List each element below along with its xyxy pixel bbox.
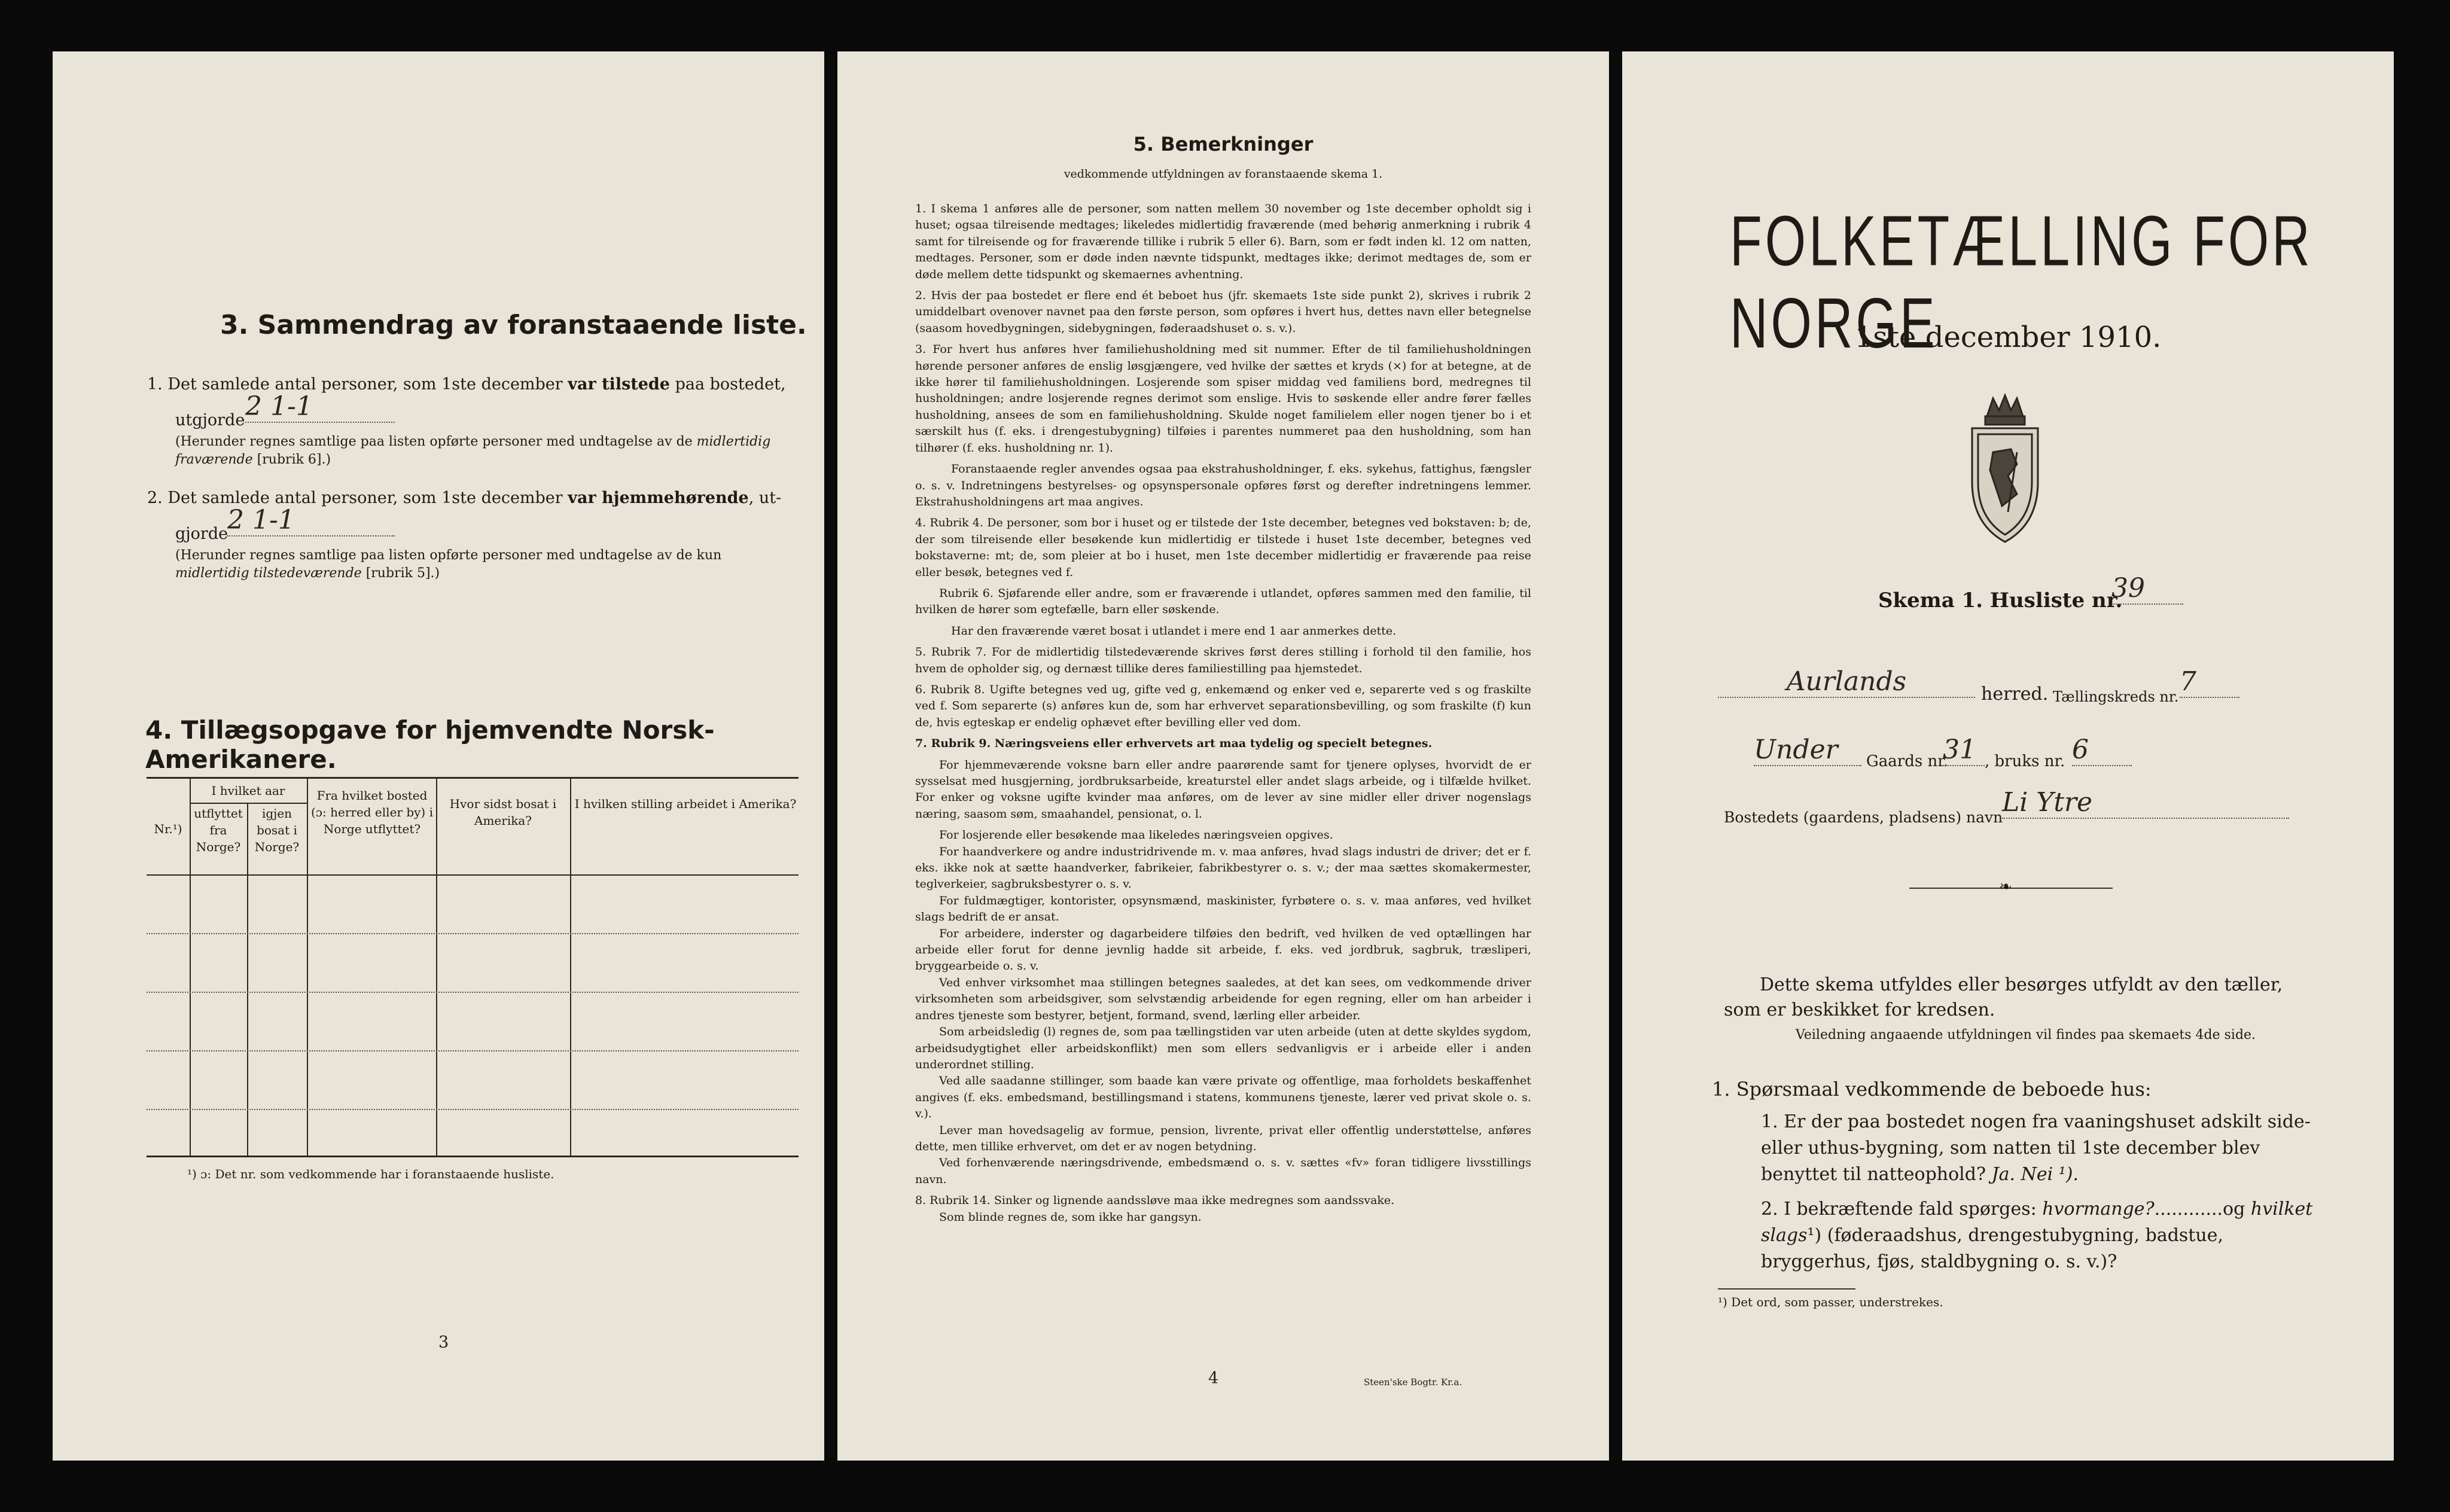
herred-label: herred. [1981,684,2049,705]
remark-1: 1. I skema 1 anføres alle de personer, som natten mellem 30 november og 1ste december opholdt sig i huset; ogsaa tilreisende medtages; likeledes midlertidig fraværende (med behørig anmerkning i rubrik 4 samt for tilreisende og for fraværende tillike i rubrik 5 eller 6). Barn, som er født inden kl. 12 om natten, medtages. Personer, som er døde inden nævnte tidspunkt, medtages ikke; derimot medtages de, som er døde mellem dette tidspunkt og skemaernes avhentning. [915,202,1531,281]
remarks-body [915,201,1531,1230]
remark-4b: Rubrik 6. Sjøfarende eller andre, som er fraværende i utlandet, opføres sammen med den familie, til hvilken de hører som egtefælle, barn eller søskende. [915,586,1531,617]
th-group: I hvilket aar [211,784,285,798]
section4-title: 4. Tillægsopgave for hjemvendte Norsk-Amerikanere. [145,715,715,774]
remark-7i: Ved alle saadanne stillinger, som baade kan være private og offentlige, maa forholdets beskaffenhet angives (f. eks. embedsmand, bestillingsmand i statens, kommunens tjeneste, lærer ved privat skole o. s. v.). [915,1074,1531,1121]
instruction-note: Veiledning angaaende utfyldningen vil findes paa skemaets 4de side. [1796,1028,2256,1042]
question-2: 2. I bekræftende fald spørges: hvormange?............og hvilket slags¹) (føderaadshus, drengestubygning, badstue, bryggerhus, fjøs, staldbygning o. s. v.)? [1761,1199,2313,1272]
remark-7d: For haandverkere og andre industridrivende m. v. maa anføres, hvad slags industri de driver; det er f. eks. ikke nok at sætte haandverker, fabrikeier, fabrikbestyrer o. s. v.; der maa sættes skomakermester, teglverkeier, sagbruksbestyrer o. s. v. [915,845,1531,891]
remark-6: 6. Rubrik 8. Ugifte betegnes ved ug, gifte ved g, enkemænd og enker ved e, separerte ved s og fraskilte ved f. Som separerte (s) anføres kun de, som har erhvervet separationsbevilling, og som fraskilte (f) kun de, hvis egteskap er endelig ophævet efter bevilling eller ved dom. [915,682,1531,729]
item2-note: (Herunder regnes samtlige paa listen opførte personer med undtagelse av de kun midlertidig tilstedeværende [rubrik 5].) [175,548,722,581]
schema-label: Skema 1. Husliste nr. [1878,589,2123,612]
kreds-label: Tællingskreds nr. [2053,688,2179,705]
section3-title: 3. Sammendrag av foranstaaende liste. [220,310,807,340]
item2-handwritten-value: 2 1-1 [227,505,395,536]
th-nr: Nr.¹) [154,822,182,836]
item1-note: (Herunder regnes samtlige paa listen opførte personer med undtagelse av de midlertidig fraværende [rubrik 6].) [175,434,771,467]
gaards-label: Gaards nr. [1866,752,1949,770]
bosted-label: Bostedets (gaardens, pladsens) navn [1724,809,2003,826]
item1-utgjorde-label: utgjorde [175,411,245,429]
husliste-nr-value: 39 [2111,573,2183,605]
remark-4c: Har den fraværende været bosat i utlandet i mere end 1 aar anmerkes dette. [951,624,1397,638]
remark-5: 5. Rubrik 7. For de midlertidig tilstedeværende skrives først deres stilling i forhold til den familie, hos hvem de opholder sig, og dernæst tillike deres familiestilling paa hjemstedet. [915,645,1531,675]
instruction-text: Dette skema utfyldes eller besørges utfyldt av den tæller, som er beskikket for kredsen. [1724,974,2283,1020]
bruks-label: , bruks nr. [1985,752,2065,770]
th-igjen-bosat: igjen bosat i Norge? [254,806,300,854]
remark-2: 2. Hvis der paa bostedet er flere end ét beboet hus (jfr. skemaets 1ste side punkt 2), skrives i rubrik 2 umiddelbart ovenover navnet paa den første person, som opføres i hvert hus, dettes navn eller betegnelse (saasom hovedbygningen, sidebygningen, føderaadshuset o. s. v.). [915,289,1531,335]
summary-item-1: 1. Det samlede antal personer, som 1ste december var tilstede paa bostedet, [147,375,786,394]
under-value: Under [1754,734,1861,766]
th-fra-bosted: Fra hvilket bosted (ɔ: herred eller by) i Norge utflyttet? [311,788,433,836]
remark-7k: Ved forhenværende næringsdrivende, embedsmænd o. s. v. sættes «fv» foran tidligere livsstillings navn. [915,1156,1531,1186]
remarks-subtitle: vedkommende utfyldningen av foranstaaende skema 1. [1064,167,1383,181]
question-1: 1. Er der paa bostedet nogen fra vaaningshuset adskilt side- eller uthus-bygning, som natten til 1ste december blev benyttet til natteophold? Ja. Nei ¹). [1761,1111,2311,1185]
item2-utgjorde-label: gjorde [175,525,228,543]
ornament-icon: ❧ [1999,878,2012,896]
remark-4: 4. Rubrik 4. De personer, som bor i huset og er tilstede der 1ste december, betegnes ved bokstaven: b; de, der som tilreisende eller besøkende kun midlertidig er tilstede i huset 1ste december, betegnes ved bokstaverne: mt; de, som pleier at bo i huset, men 1ste december midlertidig er fraværende paa reise eller besøk, betegnes ved f. [915,516,1531,579]
census-title: FOLKETÆLLING FOR NORGE [1730,200,2313,363]
summary-item-2: 2. Det samlede antal personer, som 1ste december var hjemmehørende, ut- [147,489,782,507]
remark-7e: For fuldmægtiger, kontorister, opsynsmænd, maskinister, fyrbøtere o. s. v. maa anføres, ved hvilket slags bedrift de er ansat. [915,894,1531,924]
remark-7: 7. Rubrik 9. Næringsveiens eller erhvervets art maa tydelig og specielt betegnes. [915,737,1433,751]
remark-7g: Ved enhver virksomhet maa stillingen betegnes saaledes, at det kan sees, om vedkommende driver virksomheten som arbeidsgiver, som selvstændig arbeidende for egen regning, eller om han arbeider i andres tjeneste som bestyrer, betjent, formand, svend, lærling eller arbeider. [915,976,1531,1022]
remark-7j: Lever man hovedsagelig av formue, pension, livrente, privat eller offentlig understøttelse, anføres dette, men tillike erhvervet, om det er av nogen betydning. [915,1123,1531,1153]
page-left [53,51,824,1461]
th-utflyttet: utflyttet fra Norge? [194,806,243,854]
remark-8b: Som blinde regnes de, som ikke har gangsyn. [939,1210,1202,1224]
page-middle [837,51,1609,1461]
remark-7c: For losjerende eller besøkende maa likeledes næringsveien opgives. [939,828,1333,842]
printer-imprint: Steen'ske Bogtr. Kr.a. [1364,1377,1462,1388]
questions-heading: 1. Spørsmaal vedkommende de beboede hus: [1712,1078,2152,1101]
remark-3: 3. For hvert hus anføres hver familiehusholdning med sit nummer. Efter de til familiehusholdningen hørende personer anføres de enslig løsgjængere, ved hvilke der sættes et kryds (×) for at betegne, at de ikke hører til familiehusholdningen. Losjerende som spiser middag ved familiens bord, medregnes til husholdningen; andre losjerende regnes derimot som enslige. Hvis to søskende eller andre fører fælles husholdning, ansees de som en familiehusholdning. Skulde noget familielem eller nogen tjener bo i et særskilt hus (f. eks. i drengestubygning) tilføies i parentes nummeret paa den husholdning, som han tilhører (f. eks. husholdning nr. 1). [915,343,1531,455]
norwegian-coat-of-arms-icon [1960,392,2050,548]
page-number: 4 [1208,1369,1219,1388]
remark-3b: Foranstaaende regler anvendes ogsaa paa ekstrahusholdninger, f. eks. sykehus, fattighus, fængsler o. s. v. Indretningens bestyrelses- og opsynspersonale opføres først og derefter indretningens lemmer. Ekstrahusholdningens art maa angives. [915,462,1531,508]
page-number: 3 [438,1333,449,1352]
remark-7b: For hjemmeværende voksne barn eller andre paarørende samt for tjenere oplyses, hvorvidt de er sysselsat med husgjerning, jordbruksarbeide, kreaturstel eller andet slags arbeide, og i tilfælde hvilket. For enker og voksne ugifte kvinder maa anføres, om de lever av sine midler eller driver nogenslags næring, saasom søm, smaahandel, pensionat, o. l. [915,758,1531,821]
remark-7h: Som arbeidsledig (l) regnes de, som paa tællingstiden var uten arbeide (uten at dette skyldes sygdom, arbeidsudygtighet eller arbeidskonflikt) men som ellers sedvanligvis er i arbeide eller i anden underordnet stilling. [915,1025,1531,1071]
footnote-rule [1718,1288,1855,1290]
bosted-value: Li Ytre [2002,787,2289,819]
remark-7f: For arbeidere, inderster og dagarbeidere tilføies den bedrift, ved hvilken de ved optællingen har arbeide eller forut for denne jevnlig hadde sit arbeide, f. eks. ved jordbruk, sagbruk, træsliperi, bryggearbeide o. s. v. [915,926,1531,973]
census-date: 1ste december 1910. [1854,321,2162,354]
item1-handwritten-value: 2 1-1 [245,391,395,423]
page3-footnote: ¹) Det ord, som passer, understrekes. [1718,1295,1943,1309]
th-stilling: I hvilken stilling arbeidet i Amerika? [574,797,797,811]
herred-value: Aurlands [1718,666,1975,698]
bruks-value: 6 [2072,734,2132,766]
gaards-value: 31 [1943,734,1985,766]
norsk-amerikanere-table [147,777,799,1157]
table-footnote: ¹) ɔ: Det nr. som vedkommende har i foranstaaende husliste. [187,1167,554,1181]
remarks-title: 5. Bemerkninger [1133,133,1314,156]
th-hvor-sidst: Hvor sidst bosat i Amerika? [449,797,557,828]
page-right [1622,51,2394,1461]
remark-8: 8. Rubrik 14. Sinker og lignende aandssløve maa ikke medregnes som aandssvake. [915,1194,1395,1208]
kreds-value: 7 [2180,666,2239,698]
